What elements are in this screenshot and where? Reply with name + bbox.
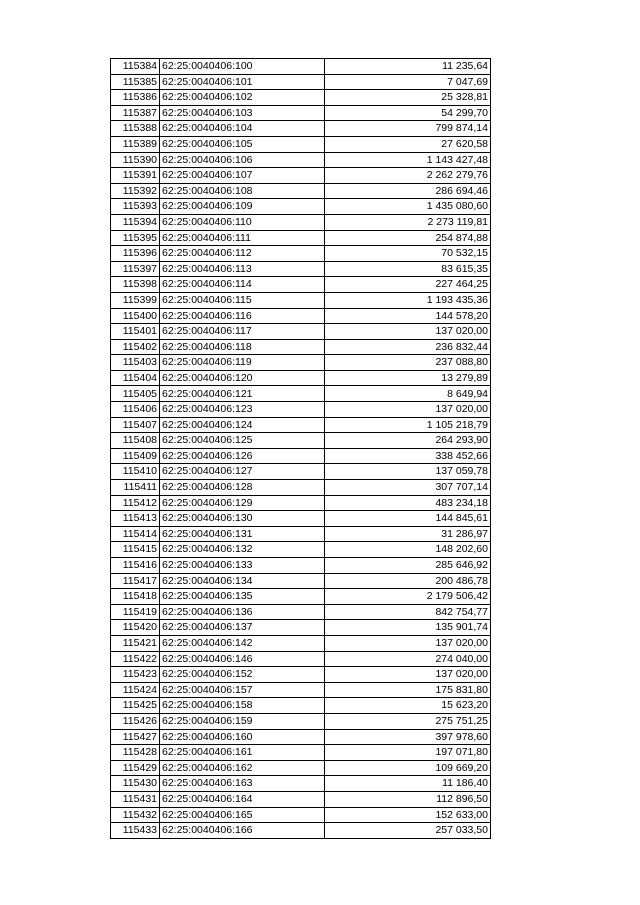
- row-number-cell: 115418: [111, 589, 160, 605]
- cadastral-number-cell: 62:25:0040406:108: [160, 183, 325, 199]
- cadastral-number-cell: 62:25:0040406:163: [160, 776, 325, 792]
- cadastral-number-cell: 62:25:0040406:120: [160, 370, 325, 386]
- cadastral-number-cell: 62:25:0040406:164: [160, 791, 325, 807]
- cadastral-number-cell: 62:25:0040406:107: [160, 168, 325, 184]
- cadastral-number-cell: 62:25:0040406:142: [160, 635, 325, 651]
- table-row: [111, 589, 491, 605]
- table-row: [111, 355, 491, 371]
- cadastral-number-cell: 62:25:0040406:103: [160, 105, 325, 121]
- cadastral-value-cell: 152 633,00: [325, 807, 491, 823]
- table-row: [111, 433, 491, 449]
- row-number-cell: 115409: [111, 448, 160, 464]
- table-row: [111, 823, 491, 839]
- cadastral-number-cell: 62:25:0040406:110: [160, 214, 325, 230]
- row-number-cell: 115420: [111, 620, 160, 636]
- cadastral-value-cell: 137 059,78: [325, 464, 491, 480]
- cadastral-value-cell: 175 831,80: [325, 682, 491, 698]
- cadastral-value-cell: 264 293,90: [325, 433, 491, 449]
- cadastral-value-cell: 15 623,20: [325, 698, 491, 714]
- table-row: [111, 558, 491, 574]
- table-row: [111, 370, 491, 386]
- table-row: [111, 620, 491, 636]
- cadastral-value-cell: 144 845,61: [325, 511, 491, 527]
- cadastral-value-cell: 7 047,69: [325, 74, 491, 90]
- cadastral-value-cell: 197 071,80: [325, 745, 491, 761]
- row-number-cell: 115401: [111, 324, 160, 340]
- table-row: [111, 402, 491, 418]
- table-row: [111, 386, 491, 402]
- table-row: [111, 168, 491, 184]
- row-number-cell: 115403: [111, 355, 160, 371]
- cadastral-number-cell: 62:25:0040406:133: [160, 558, 325, 574]
- cadastral-value-cell: 54 299,70: [325, 105, 491, 121]
- cadastral-number-cell: 62:25:0040406:115: [160, 292, 325, 308]
- row-number-cell: 115395: [111, 230, 160, 246]
- table-row: [111, 121, 491, 137]
- cadastral-value-cell: 109 669,20: [325, 760, 491, 776]
- cadastral-number-cell: 62:25:0040406:152: [160, 667, 325, 683]
- row-number-cell: 115387: [111, 105, 160, 121]
- cadastral-number-cell: 62:25:0040406:166: [160, 823, 325, 839]
- cadastral-number-cell: 62:25:0040406:135: [160, 589, 325, 605]
- cadastral-value-cell: 31 286,97: [325, 526, 491, 542]
- table-row: [111, 152, 491, 168]
- table-row: [111, 199, 491, 215]
- table-row: [111, 136, 491, 152]
- row-number-cell: 115413: [111, 511, 160, 527]
- cadastral-value-cell: 8 649,94: [325, 386, 491, 402]
- row-number-cell: 115424: [111, 682, 160, 698]
- cadastral-number-cell: 62:25:0040406:134: [160, 573, 325, 589]
- table-row: [111, 105, 491, 121]
- cadastral-value-table: [110, 58, 491, 839]
- table-row: [111, 90, 491, 106]
- table-row: [111, 511, 491, 527]
- cadastral-value-cell: 144 578,20: [325, 308, 491, 324]
- table-row: [111, 573, 491, 589]
- table-row: [111, 745, 491, 761]
- cadastral-number-cell: 62:25:0040406:129: [160, 495, 325, 511]
- row-number-cell: 115433: [111, 823, 160, 839]
- cadastral-value-cell: 200 486,78: [325, 573, 491, 589]
- row-number-cell: 115427: [111, 729, 160, 745]
- cadastral-value-cell: 307 707,14: [325, 480, 491, 496]
- cadastral-number-cell: 62:25:0040406:157: [160, 682, 325, 698]
- cadastral-value-cell: 137 020,00: [325, 402, 491, 418]
- cadastral-value-cell: 237 088,80: [325, 355, 491, 371]
- cadastral-value-cell: 1 105 218,79: [325, 417, 491, 433]
- cadastral-value-cell: 25 328,81: [325, 90, 491, 106]
- row-number-cell: 115388: [111, 121, 160, 137]
- table-row: [111, 74, 491, 90]
- table-row: [111, 480, 491, 496]
- row-number-cell: 115422: [111, 651, 160, 667]
- cadastral-value-cell: 275 751,25: [325, 713, 491, 729]
- cadastral-number-cell: 62:25:0040406:131: [160, 526, 325, 542]
- row-number-cell: 115391: [111, 168, 160, 184]
- cadastral-number-cell: 62:25:0040406:116: [160, 308, 325, 324]
- row-number-cell: 115400: [111, 308, 160, 324]
- row-number-cell: 115426: [111, 713, 160, 729]
- table-row: [111, 214, 491, 230]
- cadastral-number-cell: 62:25:0040406:117: [160, 324, 325, 340]
- row-number-cell: 115394: [111, 214, 160, 230]
- cadastral-value-cell: 137 020,00: [325, 667, 491, 683]
- cadastral-number-cell: 62:25:0040406:132: [160, 542, 325, 558]
- cadastral-number-cell: 62:25:0040406:102: [160, 90, 325, 106]
- cadastral-value-cell: 842 754,77: [325, 604, 491, 620]
- cadastral-number-cell: 62:25:0040406:113: [160, 261, 325, 277]
- cadastral-value-cell: 274 040,00: [325, 651, 491, 667]
- cadastral-value-cell: 148 202,60: [325, 542, 491, 558]
- cadastral-number-cell: 62:25:0040406:165: [160, 807, 325, 823]
- table-row: [111, 261, 491, 277]
- row-number-cell: 115389: [111, 136, 160, 152]
- table-row: [111, 277, 491, 293]
- row-number-cell: 115392: [111, 183, 160, 199]
- row-number-cell: 115423: [111, 667, 160, 683]
- cadastral-value-cell: 227 464,25: [325, 277, 491, 293]
- row-number-cell: 115415: [111, 542, 160, 558]
- cadastral-number-cell: 62:25:0040406:130: [160, 511, 325, 527]
- cadastral-number-cell: 62:25:0040406:112: [160, 246, 325, 262]
- row-number-cell: 115431: [111, 791, 160, 807]
- table-row: [111, 682, 491, 698]
- row-number-cell: 115390: [111, 152, 160, 168]
- cadastral-number-cell: 62:25:0040406:161: [160, 745, 325, 761]
- cadastral-number-cell: 62:25:0040406:106: [160, 152, 325, 168]
- table-row: [111, 604, 491, 620]
- cadastral-number-cell: 62:25:0040406:162: [160, 760, 325, 776]
- row-number-cell: 115417: [111, 573, 160, 589]
- cadastral-number-cell: 62:25:0040406:119: [160, 355, 325, 371]
- cadastral-number-cell: 62:25:0040406:100: [160, 59, 325, 75]
- cadastral-number-cell: 62:25:0040406:146: [160, 651, 325, 667]
- cadastral-value-cell: 11 186,40: [325, 776, 491, 792]
- cadastral-number-cell: 62:25:0040406:124: [160, 417, 325, 433]
- cadastral-number-cell: 62:25:0040406:105: [160, 136, 325, 152]
- table-row: [111, 230, 491, 246]
- row-number-cell: 115432: [111, 807, 160, 823]
- row-number-cell: 115428: [111, 745, 160, 761]
- cadastral-number-cell: 62:25:0040406:109: [160, 199, 325, 215]
- row-number-cell: 115386: [111, 90, 160, 106]
- cadastral-value-cell: 257 033,50: [325, 823, 491, 839]
- cadastral-number-cell: 62:25:0040406:101: [160, 74, 325, 90]
- table-row: [111, 807, 491, 823]
- cadastral-number-cell: 62:25:0040406:127: [160, 464, 325, 480]
- row-number-cell: 115407: [111, 417, 160, 433]
- cadastral-value-cell: 1 193 435,36: [325, 292, 491, 308]
- table-row: [111, 448, 491, 464]
- cadastral-value-cell: 1 143 427,48: [325, 152, 491, 168]
- row-number-cell: 115399: [111, 292, 160, 308]
- row-number-cell: 115393: [111, 199, 160, 215]
- row-number-cell: 115414: [111, 526, 160, 542]
- table-row: [111, 713, 491, 729]
- table-row: [111, 324, 491, 340]
- row-number-cell: 115384: [111, 59, 160, 75]
- row-number-cell: 115406: [111, 402, 160, 418]
- cadastral-number-cell: 62:25:0040406:114: [160, 277, 325, 293]
- cadastral-number-cell: 62:25:0040406:158: [160, 698, 325, 714]
- row-number-cell: 115429: [111, 760, 160, 776]
- cadastral-value-cell: 137 020,00: [325, 324, 491, 340]
- table-row: [111, 635, 491, 651]
- row-number-cell: 115416: [111, 558, 160, 574]
- row-number-cell: 115398: [111, 277, 160, 293]
- row-number-cell: 115411: [111, 480, 160, 496]
- cadastral-value-cell: 397 978,60: [325, 729, 491, 745]
- row-number-cell: 115410: [111, 464, 160, 480]
- cadastral-value-cell: 2 179 506,42: [325, 589, 491, 605]
- cadastral-number-cell: 62:25:0040406:128: [160, 480, 325, 496]
- row-number-cell: 115430: [111, 776, 160, 792]
- cadastral-number-cell: 62:25:0040406:121: [160, 386, 325, 402]
- row-number-cell: 115425: [111, 698, 160, 714]
- table-row: [111, 542, 491, 558]
- cadastral-number-cell: 62:25:0040406:104: [160, 121, 325, 137]
- table-row: [111, 183, 491, 199]
- cadastral-value-cell: 2 262 279,76: [325, 168, 491, 184]
- cadastral-value-cell: 70 532,15: [325, 246, 491, 262]
- row-number-cell: 115405: [111, 386, 160, 402]
- cadastral-value-cell: 137 020,00: [325, 635, 491, 651]
- table-row: [111, 246, 491, 262]
- cadastral-value-cell: 799 874,14: [325, 121, 491, 137]
- cadastral-value-cell: 338 452,66: [325, 448, 491, 464]
- cadastral-value-cell: 483 234,18: [325, 495, 491, 511]
- table-row: [111, 776, 491, 792]
- cadastral-value-cell: 254 874,88: [325, 230, 491, 246]
- table-row: [111, 667, 491, 683]
- table-row: [111, 526, 491, 542]
- cadastral-value-cell: 236 832,44: [325, 339, 491, 355]
- cadastral-value-cell: 11 235,64: [325, 59, 491, 75]
- cadastral-number-cell: 62:25:0040406:111: [160, 230, 325, 246]
- row-number-cell: 115419: [111, 604, 160, 620]
- cadastral-number-cell: 62:25:0040406:125: [160, 433, 325, 449]
- table-row: [111, 791, 491, 807]
- row-number-cell: 115404: [111, 370, 160, 386]
- table-body: [111, 59, 491, 839]
- table-row: [111, 308, 491, 324]
- table-row: [111, 292, 491, 308]
- row-number-cell: 115402: [111, 339, 160, 355]
- cadastral-number-cell: 62:25:0040406:123: [160, 402, 325, 418]
- cadastral-number-cell: 62:25:0040406:159: [160, 713, 325, 729]
- row-number-cell: 115421: [111, 635, 160, 651]
- cadastral-value-cell: 27 620,58: [325, 136, 491, 152]
- row-number-cell: 115397: [111, 261, 160, 277]
- cadastral-number-cell: 62:25:0040406:118: [160, 339, 325, 355]
- row-number-cell: 115412: [111, 495, 160, 511]
- cadastral-value-cell: 2 273 119,81: [325, 214, 491, 230]
- row-number-cell: 115385: [111, 74, 160, 90]
- cadastral-number-cell: 62:25:0040406:160: [160, 729, 325, 745]
- table-row: [111, 417, 491, 433]
- cadastral-value-cell: 112 896,50: [325, 791, 491, 807]
- cadastral-value-cell: 1 435 080,60: [325, 199, 491, 215]
- cadastral-value-cell: 13 279,89: [325, 370, 491, 386]
- cadastral-number-cell: 62:25:0040406:136: [160, 604, 325, 620]
- cadastral-value-cell: 135 901,74: [325, 620, 491, 636]
- table-row: [111, 698, 491, 714]
- row-number-cell: 115396: [111, 246, 160, 262]
- cadastral-number-cell: 62:25:0040406:137: [160, 620, 325, 636]
- row-number-cell: 115408: [111, 433, 160, 449]
- table-row: [111, 651, 491, 667]
- cadastral-number-cell: 62:25:0040406:126: [160, 448, 325, 464]
- table-row: [111, 760, 491, 776]
- table-row: [111, 464, 491, 480]
- table-row: [111, 729, 491, 745]
- table-row: [111, 339, 491, 355]
- table-row: [111, 495, 491, 511]
- cadastral-value-cell: 286 694,46: [325, 183, 491, 199]
- cadastral-value-cell: 285 646,92: [325, 558, 491, 574]
- cadastral-value-cell: 83 615,35: [325, 261, 491, 277]
- table-row: [111, 59, 491, 75]
